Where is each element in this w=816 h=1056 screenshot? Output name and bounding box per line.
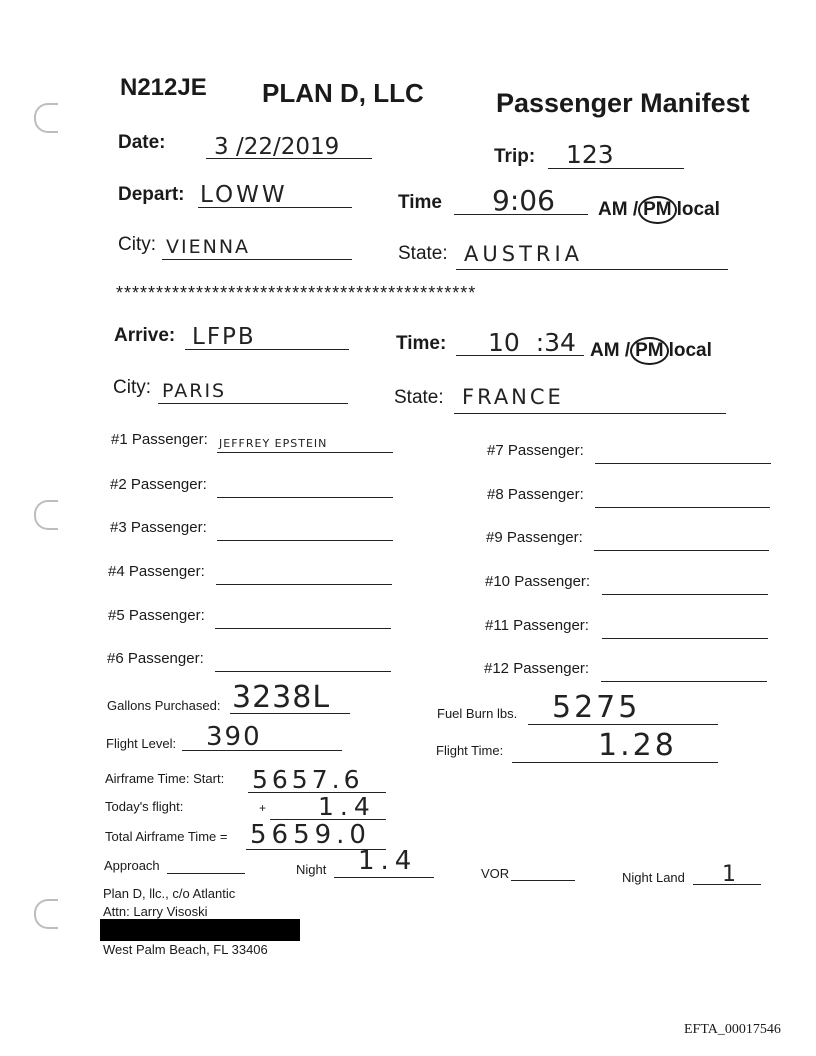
arrive-state-underline [454, 413, 726, 414]
depart-city-underline [162, 259, 352, 260]
depart-time-label: Time [398, 192, 443, 213]
passenger-3-label: #3 Passenger: [110, 519, 207, 536]
trip-label: Trip: [494, 146, 536, 167]
night-land-label: Night Land [622, 870, 685, 885]
arrive-city-underline [158, 403, 348, 404]
vor-label: VOR [481, 866, 510, 881]
arrive-value: LFPB [192, 324, 256, 350]
passenger-12-label: #12 Passenger: [484, 660, 590, 677]
asterisk-separator: ********************************************* [116, 283, 477, 303]
gallons-purchased-value: 3238L [232, 680, 331, 715]
passenger-1-label: #1 Passenger: [111, 431, 208, 448]
depart-time-value: 9:06 [492, 184, 555, 217]
passenger-4-label: #4 Passenger: [108, 563, 205, 580]
arrive-am-pm [590, 337, 712, 365]
approach-line [167, 873, 245, 874]
address-line-2: Attn: Larry Visoski [103, 904, 208, 919]
gallons-purchased-label: Gallons Purchased: [107, 698, 221, 713]
redaction-bar [100, 919, 300, 941]
passenger-7-label: #7 Passenger: [487, 442, 584, 459]
passenger-2-label: #2 Passenger: [110, 476, 207, 493]
depart-city-value: VIENNA [166, 236, 251, 258]
am-option: AM / [590, 340, 631, 361]
vor-line [511, 880, 575, 881]
pm-circled: PM [638, 196, 677, 224]
passenger-5-label: #5 Passenger: [108, 607, 205, 624]
passenger-3-line [217, 540, 393, 541]
depart-am-pm [598, 196, 720, 224]
arrive-time-value: 10 :34 [488, 328, 576, 357]
trip-value: 123 [566, 140, 614, 169]
flight-level-label: Flight Level: [106, 736, 177, 751]
total-airframe-value: 5659.0 [250, 820, 371, 850]
airframe-start-value: 5657.6 [252, 765, 364, 794]
passenger-12-line [601, 681, 767, 682]
local-label: local [668, 340, 712, 361]
passenger-9-label: #9 Passenger: [486, 529, 583, 546]
night-value: 1.4 [358, 846, 418, 876]
depart-state-value: AUSTRIA [464, 242, 584, 266]
fuel-burn-value: 5275 [552, 690, 641, 725]
passenger-9-line [594, 550, 769, 551]
passenger-7-line [595, 463, 771, 464]
flight-time-label: Flight Time: [436, 743, 504, 758]
passenger-2-line [217, 497, 393, 498]
passenger-1-line [217, 452, 393, 453]
local-label: local [676, 199, 720, 220]
night-line [334, 877, 434, 878]
address-line-4: West Palm Beach, FL 33406 [103, 942, 268, 957]
passenger-6-label: #6 Passenger: [107, 650, 204, 667]
arrive-state-value: FRANCE [462, 385, 564, 409]
passenger-10-line [602, 594, 768, 595]
night-land-value: 1 [722, 862, 736, 887]
company-name: PLAN D, LLC [262, 78, 424, 108]
airframe-start-label: Airframe Time: Start: [105, 771, 225, 786]
document-id: EFTA_00017546 [684, 1022, 781, 1037]
passenger-11-label: #11 Passenger: [485, 617, 589, 634]
passenger-1-value: JEFFREY EPSTEIN [219, 437, 328, 450]
arrive-city-label: City: [113, 377, 151, 398]
arrive-state-label: State: [394, 387, 444, 408]
fuel-burn-label: Fuel Burn lbs. [437, 706, 518, 721]
passenger-8-label: #8 Passenger: [487, 486, 584, 503]
passenger-11-line [602, 638, 768, 639]
am-option: AM / [598, 199, 639, 220]
depart-state-underline [456, 269, 728, 270]
binder-hole-bottom [34, 899, 58, 929]
date-label: Date: [118, 132, 166, 153]
pm-circled: PM [630, 337, 669, 365]
total-airframe-label: Total Airframe Time = [105, 829, 228, 844]
flight-level-value: 390 [206, 722, 262, 752]
passenger-5-line [215, 628, 391, 629]
todays-flight-label: Today's flight: [105, 799, 184, 814]
binder-hole-top [34, 103, 58, 133]
depart-label: Depart: [118, 184, 185, 205]
passenger-10-label: #10 Passenger: [485, 573, 591, 590]
approach-label: Approach [104, 858, 160, 873]
passenger-6-line [215, 671, 391, 672]
depart-state-label: State: [398, 243, 448, 264]
arrive-label: Arrive: [114, 325, 176, 346]
date-value: 3 /22/2019 [214, 134, 340, 160]
passenger-4-line [216, 584, 392, 585]
arrive-city-value: PARIS [162, 380, 227, 402]
tail-number: N212JE [120, 74, 207, 101]
address-line-1: Plan D, llc., c/o Atlantic [103, 886, 236, 901]
page-title: Passenger Manifest [496, 88, 750, 118]
arrive-time-label: Time: [396, 333, 447, 354]
binder-hole-middle [34, 500, 58, 530]
todays-flight-plus: + [259, 801, 267, 815]
todays-flight-value: 1.4 [318, 792, 376, 821]
night-label: Night [296, 862, 327, 877]
flight-time-value: 1.28 [598, 728, 677, 763]
passenger-8-line [595, 507, 770, 508]
depart-value: LOWW [200, 182, 288, 208]
depart-city-label: City: [118, 234, 156, 255]
